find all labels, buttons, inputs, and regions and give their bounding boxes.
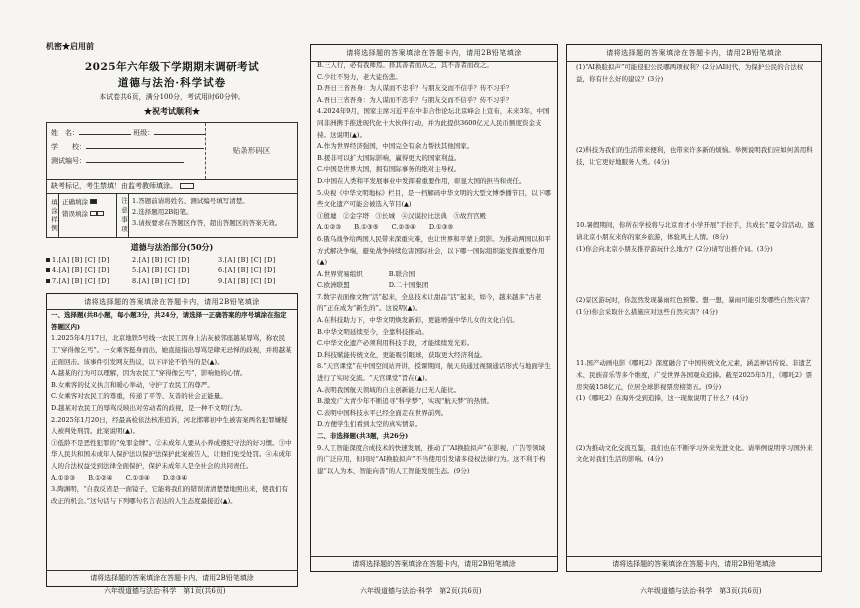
question-block-1 xyxy=(47,310,297,507)
question-options: C.欧洲联盟 D.二十国集团 xyxy=(317,281,429,290)
option-d: D.中国在人类和平发展事业中发挥着重要作用，彰显大国的担当和责任。 xyxy=(317,176,526,185)
answer-box-1 xyxy=(46,293,298,587)
answer-row[interactable]: 4.[A] [B] [C] [D] xyxy=(46,266,126,276)
absent-notice xyxy=(46,180,298,194)
option-a: A.越某的行为可以理解，因为农民工“穿得像乞丐”，影响他的心情。 xyxy=(51,369,247,378)
answer-row[interactable]: 1.[A] [B] [C] [D] xyxy=(46,256,126,266)
box-footer: 请将选择题的答案填涂在答题卡内，请用2B铅笔填涂 xyxy=(311,556,557,572)
notes-list xyxy=(129,194,297,237)
column-1 xyxy=(46,40,298,587)
box-header: 请将选择题的答案填涂在答题卡内，请用2B铅笔填涂 xyxy=(311,45,557,62)
question-statements: ①殷墟 ②金字塔 ③长城 ④汉谟拉比法典 ⑤故宫宫殿 xyxy=(317,211,486,220)
sub-question: (2)景区游玩时，你忽然发现暴雨红色预警。想一想，暴雨可能引发哪些自然灾害？(1分)你会采取什么措施应对这些自然灾害？(4分) xyxy=(576,296,813,316)
option-d: D.科技赋能传统文化，更能吸引眼球，获取更大经济利益。 xyxy=(317,350,487,359)
option-b: B.援非可以扩大国际影响，赢得更大的国家利益。 xyxy=(317,153,461,162)
question-text: 7.数字表面像文物“活”起来，全息技术让甜品“活”起来，如今，越来越多“古老的”正在成为“新生的”。这说明(▲)。 xyxy=(317,292,542,313)
option-a: A.作为世界经济强国，中国完全有余力帮扶其他国家。 xyxy=(317,142,474,151)
question-text: 6.俄乌战争给两国人民带来深重灾难，也让世界和平蒙上阴影。为推动两国以和平方式解决争端，避免战争持续危害国际社会，以下哪一国际组织能发挥重要作用(▲) xyxy=(317,234,551,267)
box-header: 请将选择题的答案填涂在答题卡内，请用2B铅笔填涂 xyxy=(567,45,821,62)
correct-fill-label: 正确填涂 xyxy=(62,197,88,206)
answer-row[interactable]: 6.[A] [B] [C] [D] xyxy=(218,266,276,275)
question-options: A.①②③ B.①②④ C.①③④ D.②③④ xyxy=(51,473,188,482)
exam-instructions: 本试卷共6页，满分100分，考试用时60分钟。 xyxy=(99,92,245,101)
class-label: 班级： xyxy=(133,129,155,137)
page-footer-2: 六年级道德与法治·科学 第2页(共6页) xyxy=(360,587,482,595)
absent-checkbox[interactable] xyxy=(180,183,194,189)
barcode-area xyxy=(205,123,297,179)
exam-wish: ★祝考试顺利★ xyxy=(144,106,200,116)
seat-label: 测试编号： xyxy=(51,157,86,165)
sub-question: (1)《哪吒2》在海外受到追捧，这一现象说明了什么？(4分) xyxy=(576,394,749,403)
name-field[interactable] xyxy=(79,127,131,135)
answer-row[interactable]: 2.[A] [B] [C] [D] xyxy=(132,255,190,264)
note-item: 3.请按要求在答题区作答，超出答题区的答案无效。 xyxy=(132,218,282,227)
option-c: C.女乘客对农民工的尊重，传递了平等、友善的社会正能量。 xyxy=(51,392,227,401)
question-text: 3.陶渊明，“自我反省是一面镜子，它能将我们的错误清清楚楚地照出来，使我们有改正的机会。”这句话与下列哪句名言表达的人生态度最接近(▲)。 xyxy=(51,485,289,505)
option-c: C.中华文化遗产必须利用科技手段，才能续续发光彩。 xyxy=(317,339,474,348)
fill-guide xyxy=(46,194,298,238)
page-footer-1: 六年级道德与法治·科学 第1页(共6页) xyxy=(104,587,226,595)
option-c: C.中国是世界大国，拥有国际事务的绝对主导权。 xyxy=(317,165,461,174)
answer-row[interactable]: 8.[A] [B] [C] [D] xyxy=(132,277,190,285)
option-d: D.方便学生们看到太空的真实情景。 xyxy=(317,420,422,429)
question-text: 10.暑假期间，你所在学校将与北京育才小学开展“手拉手，共成长”夏令营活动，邀请北京小朋友来你的家乡旅游，体验风土人情。(8分) xyxy=(576,221,814,241)
wrong-mark-icon xyxy=(90,211,97,216)
answer-space[interactable] xyxy=(576,318,814,358)
section-title: 二、非选择题(共3题，共26分) xyxy=(317,432,409,440)
answer-space[interactable] xyxy=(576,168,814,220)
seat-field[interactable] xyxy=(86,155,184,163)
student-info-box xyxy=(46,122,298,180)
option-a: A.在科技助力下，中华文明焕发新彩，更能增强中华儿女的文化自信。 xyxy=(317,316,519,325)
question-text: 4.2024年9月，国家主席习近平在中非合作论坛北京峰会上宣布，未来3年，中国同非洲携手推进现代化十大伙伴行动，并为此提供3600亿元人民币额度资金支持。这说明(▲)。 xyxy=(317,107,550,139)
filled-mark-icon xyxy=(90,199,97,204)
option-c: C.表明中国科技水平已经全面走在世界前列。 xyxy=(317,408,448,417)
notes-label: 注意事项 xyxy=(117,194,129,237)
section-title: 一、选择题(共8小题，每小题3分，共24分，请选择一正确答案的序号填涂在指定答题区内) xyxy=(51,311,287,331)
exam-subtitle-title: 道德与法治·科学试卷 xyxy=(117,76,227,89)
note-item: 1.答题前请将姓名、测试编号填写清楚。 xyxy=(132,196,249,205)
sub-question: (2)为推动文化交流互鉴，我们也在不断学习外来先进文化。请举例说明学习国外来文化对我们生活的影响。(4分) xyxy=(576,443,813,464)
option-b: B.女乘客的仗义执言和暖心举动，守护了农民工的尊严。 xyxy=(51,380,214,389)
barcode-label: 贴条形码区 xyxy=(232,146,271,156)
question-block-3 xyxy=(572,62,818,466)
option-a: A.表明我国航天领域的自主创新能力已无人能比。 xyxy=(317,385,461,394)
section-header: 道德与法治部分(50分) xyxy=(130,241,214,252)
name-label: 姓 名： xyxy=(51,129,79,137)
box-footer: 请将选择题的答案填涂在答题卡内，请用2B铅笔填涂 xyxy=(567,556,821,572)
fill-sample xyxy=(59,194,117,237)
box-header: 请将选择题的答案填涂在答题卡内，请用2B铅笔填涂 xyxy=(47,294,297,311)
answer-space[interactable] xyxy=(576,405,814,443)
option-d: A.吾日三省吾身：为人谋而不忠乎？与朋友交而不信乎？传不习乎？ xyxy=(317,95,513,104)
option-a: B.三人行，必有我师焉。择其善者而从之，其不善者而改之。 xyxy=(317,61,493,69)
question-options: A.①②③ B.①③⑤ C.②③④ D.①③⑤ xyxy=(317,223,454,232)
wrong-mark-icon xyxy=(97,211,104,216)
sub-question: (2)科技为我们的生活带来便利，也带来许多新的烦恼。举例说明我们应如何善用科技，让它更好地服务人类。(4分) xyxy=(576,146,813,166)
question-text: 2.2025年1月20日，经最高检依法核准追诉，河北邯郸初中生被害案两名犯罪嫌疑人被判处刑罚。此案说明(▲)。 xyxy=(51,415,288,436)
sub-question: (1)“AI换脸拟声”可能侵犯公民哪两项权利？(2分)AI时代，为保护公民的合法权益，你有什么好的建议？(3分) xyxy=(576,63,804,83)
option-b: B.中华文明延续至今，全靠科技推动。 xyxy=(317,327,428,336)
question-options: A.世界贸易组织 B.联合国 xyxy=(317,269,416,278)
question-statements: ①低龄不是恶性犯罪的“免罪金牌”。②未成年人要从小养成遵纪守法的好习惯。③中华人民共和国未成年人保护法以保护法保护此案被告人，让他们免受处罚。④未成年人的合法权益受到法律全面保护，保护未成年人是全社会的共同责任。 xyxy=(51,438,292,470)
question-text: 11.国产动画电影《哪吒2》深度融合了中国传统文化元素，涵盖神话传说、非遗艺术、民族音乐等多个维度，广受世界各国观众追捧。截至2025年5月，《哪吒2》票房突破158亿元，位居全球影视票房榜第五。(9分) xyxy=(576,359,813,391)
question-text: 5.央视《中华文明地标》栏目，是一档解码中华文明的大型文博季播节目，以下哪些文化遗产可能会被选入节目(▲) xyxy=(317,188,551,209)
box-footer: 请将选择题的答案填涂在答题卡内，请用2B铅笔填涂 xyxy=(47,570,297,586)
sub-question: (1)你会向北京小朋友推荐游玩什么地方？(2分)请写出推介词。(3分) xyxy=(576,244,773,253)
exam-title: 2025年六年级下学期期末调研考试 xyxy=(84,61,260,73)
question-text: 9.人工智能深度合成技术的快速发展，推动了“AI换脸拟声”在影视、广告等领域的广泛应用，但同时“AI换脸拟声”不当使用引发诸多侵权法律行为。这不利于构建“以人为本、智能向善”的人工智能发展生态。(9分) xyxy=(317,443,546,475)
answer-space[interactable] xyxy=(576,85,814,145)
note-item: 2.选择题用2B铅笔。 xyxy=(132,207,193,216)
answer-row[interactable]: 9.[A] [B] [C] [D] xyxy=(218,277,276,285)
answer-space[interactable] xyxy=(576,255,814,295)
answer-row[interactable]: 5.[A] [B] [C] [D] xyxy=(132,266,190,275)
wrong-fill-label: 错误填涂 xyxy=(62,209,88,218)
class-field[interactable] xyxy=(154,127,206,135)
option-b: B.激发广大青少年不断追寻“科学梦”，实现“航天梦”的热情。 xyxy=(317,397,494,406)
page-footer-3: 六年级道德与法治·科学 第3页(共6页) xyxy=(640,587,762,595)
answer-row[interactable]: 7.[A] [B] [C] [D] xyxy=(46,277,126,287)
school-label: 学 校： xyxy=(51,143,86,151)
absent-notice-text: 缺考标记，考生禁填！由监考教师填涂。 xyxy=(51,182,177,190)
question-block-2 xyxy=(313,60,555,477)
answer-row[interactable]: 3.[A] [B] [C] [D] xyxy=(218,255,276,264)
secret-label: 机密★启用前 xyxy=(46,41,94,51)
fill-sample-label: 填涂样例 xyxy=(47,194,59,237)
option-c: D.吾日三省吾身：为人谋而不忠乎？与朋友交而不信乎？传不习乎？ xyxy=(317,84,513,93)
school-field[interactable] xyxy=(86,141,204,149)
question-text: 8.“天宫课堂”在中国空间站开讲，授课期间，航天员通过视频通话形式与地面学生进行了实时交流。“天宫课堂”旨在(▲)。 xyxy=(317,362,551,383)
option-b: C.少壮不努力，老大徒伤悲。 xyxy=(317,72,402,81)
option-d: D.越某对农民工的辱骂反映出对劳动者的歧视，是一种不文明行为。 xyxy=(51,404,247,412)
question-text: 1.2025年4月17日，北京地铁5号线一农民工因身上沾灰被邻座越某辱骂，称农民工“穿得像乞丐”。一女乘客挺身而出，她直接指出辱骂是肆无忌惮的歧视，并将越某正面回击。该事件引发网友热议，以下评论不恰当的是(▲)。 xyxy=(51,334,292,366)
answer-grid xyxy=(46,256,298,287)
